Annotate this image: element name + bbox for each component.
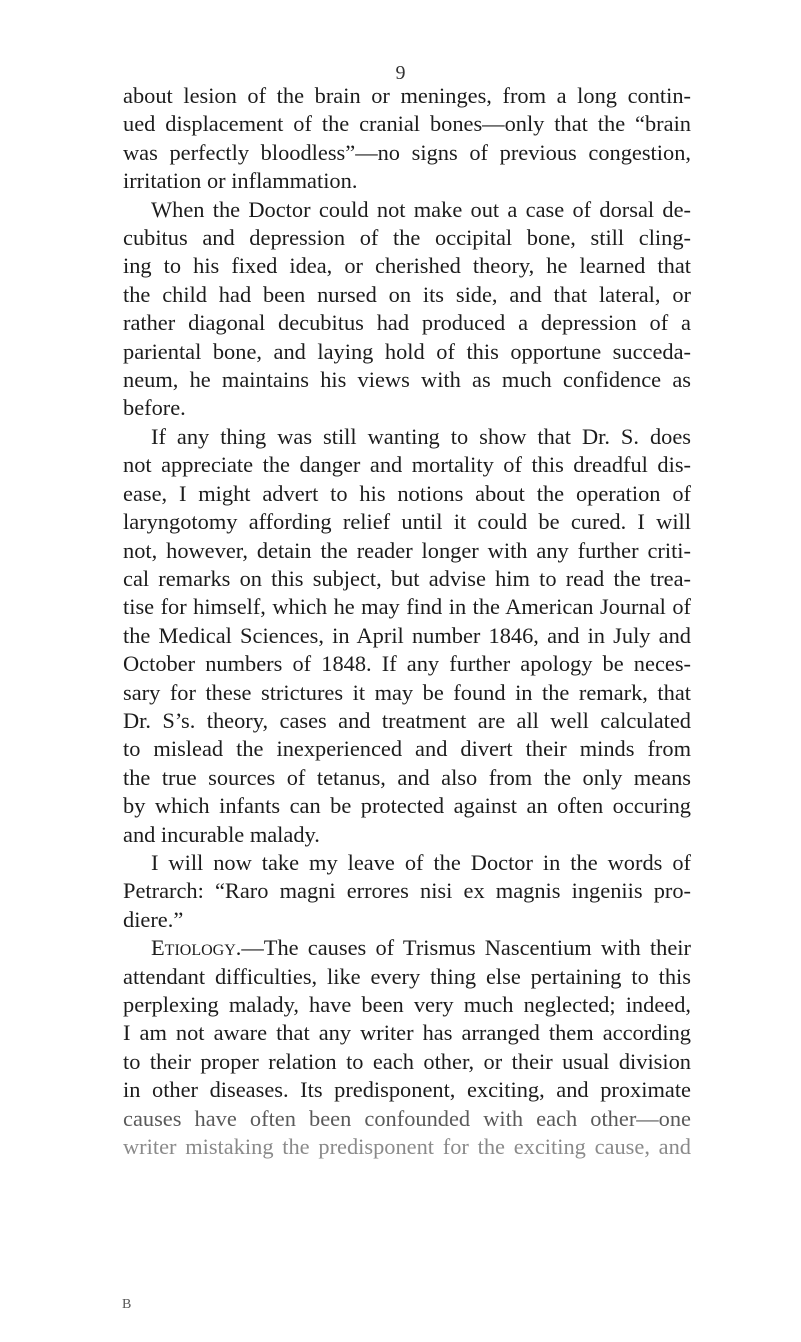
text-line: laryngotomy affording relief until it could be cured. I will (123, 509, 691, 535)
text-line: cal remarks on this subject, but advise him to read the trea- (123, 565, 691, 591)
text-line: Petrarch: “Raro magni errores nisi ex magnis ingeniis pro- (123, 878, 691, 904)
text-line: If any thing was still wanting to show that Dr. S. does (151, 423, 691, 449)
text-line: When the Doctor could not make out a case of dorsal de- (151, 196, 691, 222)
text-line: cubitus and depression of the occipital bone, still cling- (123, 225, 691, 251)
text-line: the Medical Sciences, in April number 1846, and in July and (123, 622, 691, 648)
text-line: neum, he maintains his views with as much confidence as (123, 367, 691, 393)
text-line: pariental bone, and laying hold of this opportune succeda- (123, 338, 691, 364)
paragraph (123, 849, 691, 934)
text-line: and incurable malady. (123, 821, 320, 847)
section-heading: Etiology. (151, 935, 242, 961)
text-line: irritation or inflammation. (123, 168, 358, 194)
text-line: ing to his fixed idea, or cherished theory, he learned that (123, 253, 691, 279)
text-line: the true sources of tetanus, and also from the only means (123, 764, 691, 790)
text-line: perplexing malady, have been very much neglected; indeed, (123, 992, 691, 1017)
signature-mark: B (122, 1297, 132, 1312)
paragraph (123, 82, 691, 196)
text-line: writer mistaking the predisponent for the exciting cause, and (123, 1134, 691, 1160)
text-line: tise for himself, which he may find in the American Journal of (123, 594, 691, 620)
paragraph (123, 423, 691, 849)
text-line: the child had been nursed on its side, and that lateral, or (123, 281, 691, 307)
etiology-paragraph (123, 934, 691, 1161)
text-line: sary for these strictures it may be found in the remark, that (123, 679, 691, 705)
text-line: attendant difficulties, like every thing else pertaining to this (123, 963, 691, 989)
text-line: in other diseases. Its predisponent, exciting, and proximate (123, 1077, 691, 1103)
text-line (123, 934, 691, 962)
text-line: by which infants can be protected against an often occuring (123, 793, 691, 819)
text-line: ease, I might advert to his notions about the operation of (123, 480, 691, 506)
text-line: not, however, detain the reader longer with any further criti- (123, 537, 691, 563)
text-line: about lesion of the brain or meninges, from a long contin- (123, 83, 691, 108)
heading-line-text: —The causes of Trismus Nascentium with their (241, 935, 691, 961)
text-line: was perfectly bloodless”—no signs of previous congestion, (123, 139, 691, 165)
text-line: Dr. S’s. theory, cases and treatment are all well calculated (123, 707, 691, 733)
text-line: I am not aware that any writer has arranged them according (123, 1020, 691, 1046)
text-line: to their proper relation to each other, or their usual division (123, 1048, 691, 1074)
text-line: causes have often been confounded with each other—one (123, 1105, 691, 1131)
text-line: rather diagonal decubitus had produced a depression of a (123, 310, 691, 336)
body-text (123, 82, 691, 1161)
text-line: October numbers of 1848. If any further apology be neces- (123, 651, 691, 677)
text-line: before. (123, 395, 186, 421)
text-line: ued displacement of the cranial bones—only that the “brain (123, 111, 691, 137)
text-line: not appreciate the danger and mortality of this dreadful dis- (123, 452, 691, 478)
text-line: diere.” (123, 906, 184, 932)
text-line: to mislead the inexperienced and divert their minds from (123, 736, 691, 762)
text-line: I will now take my leave of the Doctor in the words of (151, 849, 691, 875)
paragraph (123, 196, 691, 423)
page-number: 9 (395, 62, 406, 84)
